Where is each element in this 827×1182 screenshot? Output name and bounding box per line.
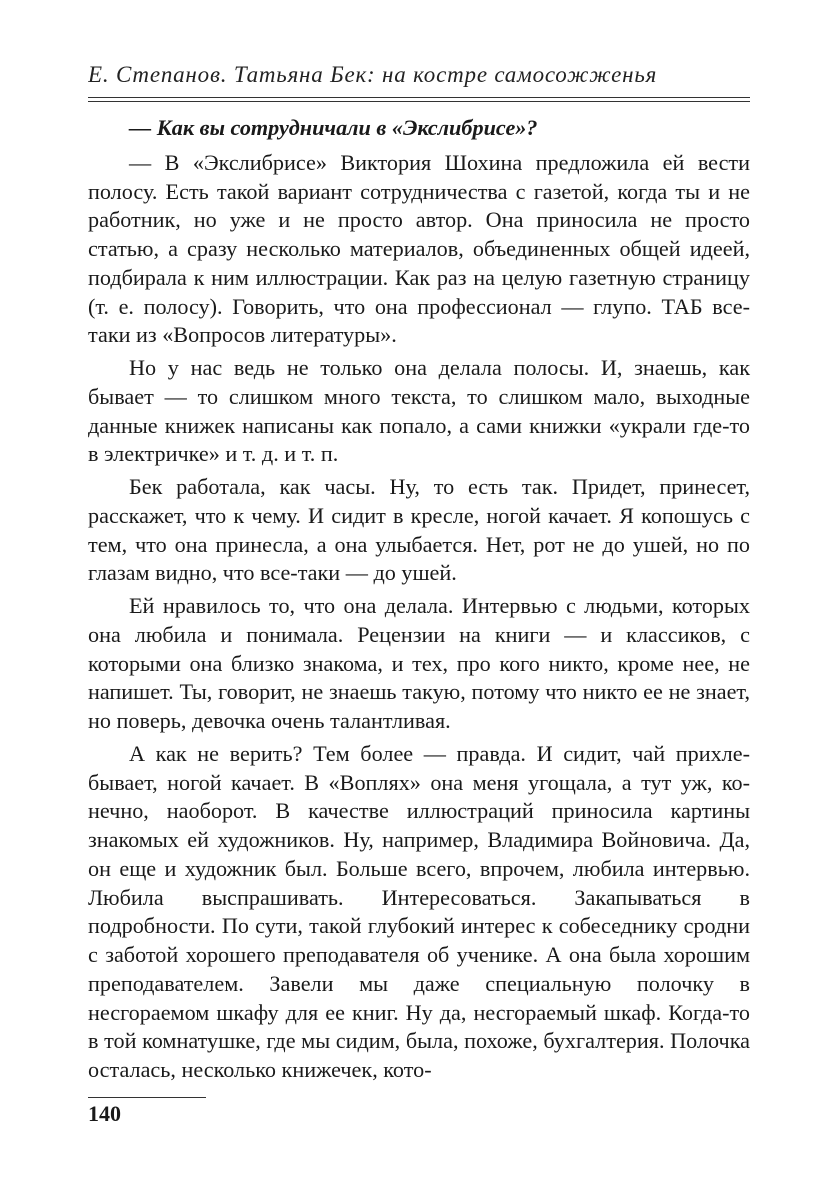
header-rule-bottom — [88, 101, 750, 102]
header-rule-top — [88, 97, 750, 98]
paragraph: — В «Экслибрисе» Виктория Шохина предложила ей вести полосу. Есть такой вариант сотрудничества с газетой, когда ты и не работник, но уже и не просто автор. Она приносила не просто статью, а сразу несколько материалов, объединенных общей идеей, подбирала к ним иллюстрации. Как раз на целую газетную страницу (т. е. полосу). Говорить, что она профессионал — глупо. ТАБ все-таки из «Вопросов литературы». — [88, 149, 750, 348]
paragraph: Но у нас ведь не только она делала полосы. И, знаешь, как бывает — то слишком много текста, то слишком мало, выходные данные книжек написаны как попало, а сами книжки «украли где-то в электричке» и т. д. и т. п. — [88, 355, 750, 467]
page-body — [88, 114, 750, 1085]
page-number: 140 — [88, 1101, 121, 1126]
paragraph: Бек работала, как часы. Ну, то есть так. Придет, принесет, расскажет, что к чему. И сидит в кресле, ногой качает. Я копошусь с тем, что она принесла, а она улыбается. Нет, рот не до ушей, но по глазам видно, что все-таки — до ушей. — [88, 474, 750, 586]
footer-rule — [88, 1097, 206, 1098]
paragraph: Ей нравилось то, что она делала. Интервью с людьми, которых она любила и понимала. Рецензии на книги — и классиков, с которыми она близко знакома, и тех, про кого никто, кроме нее, не напишет. Ты, говорит, не знаешь такую, потому что никто ее не знает, но поверь, девочка очень талантливая. — [88, 593, 750, 733]
interview-question: — Как вы сотрудничали в «Экслибрисе»? — [129, 115, 538, 140]
running-header: Е. Степанов. Татьяна Бек: на костре самосожженья — [88, 62, 658, 87]
paragraph: А как не верить? Тем более — правда. И сидит, чай прихлебывает, ногой качает. В «Воплях» она меня угощала, а тут уж, конечно, наоборот. В качестве иллюстраций приносила картины знакомых ей художников. Ну, например, Владимира Войновича. Да, он еще и художник был. Больше всего, впрочем, любила интервью. Любила выспрашивать. Интересоваться. Закапываться в подробности. По сути, такой глубокий интерес к собеседнику сродни с заботой хорошего преподавателя об ученике. А она была хорошим преподавателем. Завели мы даже специальную полочку в несгораемом шкафу для ее книг. Ну да, несгораемый шкаф. Когда-то в той комнатушке, где мы сидим, была, похоже, бухгалтерия. Полочка осталась, несколько книжечек, кото- — [88, 740, 750, 1082]
